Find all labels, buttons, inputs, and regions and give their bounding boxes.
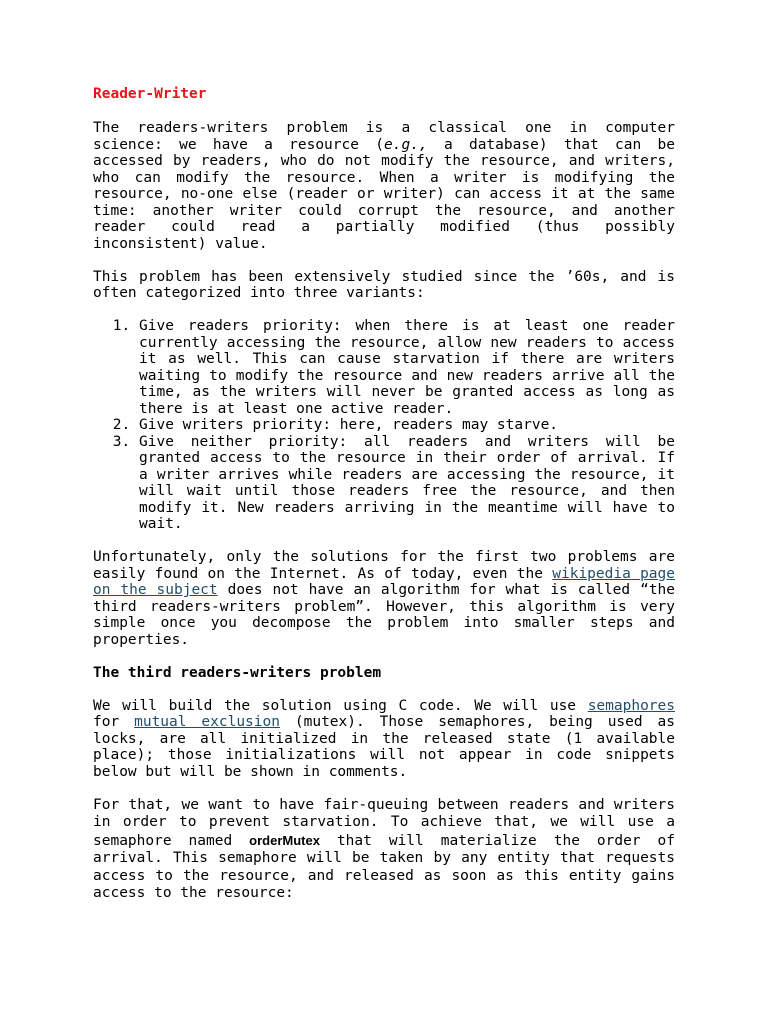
wikipedia-link[interactable]: wikipedia page on the subject [93, 565, 675, 598]
variants-intro-paragraph: This problem has been extensively studied since the ’60s, and is often categorized into three variants: [93, 268, 675, 301]
document-title: Reader-Writer [93, 86, 207, 102]
solution-paragraph [93, 698, 675, 781]
para3-text-2: does not have an algorithm for what is called “the third readers-writers problem”. However, this algorithm is very simple once you decompose the problem into smaller steps and properties. [93, 582, 676, 648]
variants-list [93, 318, 675, 533]
para4-text-1: We will build the solution using C code. We will use [93, 697, 588, 714]
document-page [93, 86, 675, 920]
list-item: 1. Give readers priority: when there is at least one reader currently accessing the resource, allow new readers to access it as well. This can cause starvation if there are writers waiting to modify the resource and new readers arrive all the time, as the writers will never be granted access as long as there is at least one active reader. [139, 318, 675, 417]
para3-text-1: Unfortunately, only the solutions for the first two problems are easily found on the Internet. As of today, even the [93, 549, 675, 582]
intro-paragraph [93, 120, 675, 252]
list-item: 3. Give neither priority: all readers and writers will be granted access to the resource in their order of arrival. If a writer arrives while readers are accessing the resource, it will wait until those readers free the resource, and then modify it. New readers arriving in the meantime will have to wait. [139, 434, 675, 533]
intro-eg: e.g., [384, 136, 428, 153]
internet-solutions-paragraph [93, 549, 675, 648]
mutual-exclusion-link[interactable]: mutual exclusion [134, 714, 280, 730]
para5-text-1: For that, we want to have fair-queuing between readers and writers in order to prevent starvation. To achieve that, we will use a semaphore named [93, 796, 675, 849]
order-mutex-code: orderMutex [249, 832, 320, 848]
list-item: 2. Give writers priority: here, readers may starve. [139, 417, 675, 434]
para4-text-3: (mutex). Those semaphores, being used as locks, are all initialized in the released state (1 available place); those initializations will not appear in code snippets below but will be shown in comments. [93, 714, 675, 780]
semaphores-link[interactable]: semaphores [587, 697, 675, 714]
section-heading: The third readers-writers problem [93, 664, 382, 681]
intro-text-1: The readers-writers problem is a classical one in computer science: we have a resource ( [93, 120, 675, 153]
intro-text-2: a database) that can be accessed by readers, who do not modify the resource, and writers, who can modify the resource. When a writer is modifying the resource, no-one else (reader or writer) can access it at the same time: another writer could corrupt the resource, and another reader could read a partially modified (thus possibly inconsistent) value. [93, 136, 675, 252]
para5-text-2: that will materialize the order of arrival. This semaphore will be taken by any entity that requests access to the resource, and released as soon as this entity gains access to the resource: [93, 832, 675, 902]
para4-text-2: for [93, 714, 135, 730]
fair-queuing-paragraph [93, 797, 675, 904]
